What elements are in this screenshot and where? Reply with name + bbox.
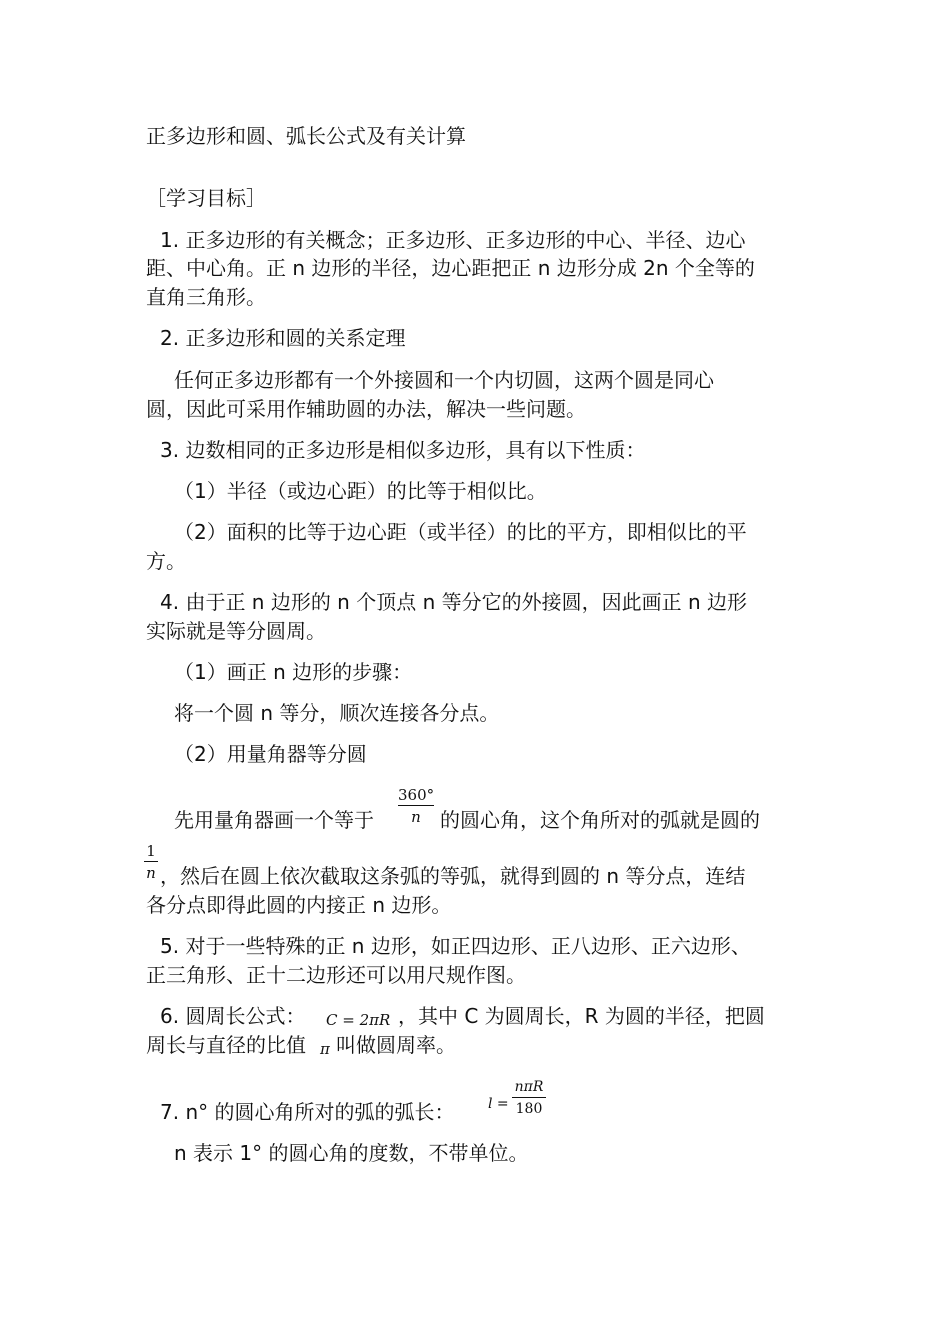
fraction-360-over-n (398, 786, 434, 826)
circumference-formula: C = 2πR (326, 1011, 391, 1029)
item-3-sub-1: （1）半径（或边心距）的比等于相似比。 (174, 479, 547, 503)
fraction-numerator: 360° (398, 786, 435, 804)
fraction-numerator: nπR (514, 1079, 544, 1095)
item-7-note: n 表示 1° 的圆心角的度数，不带单位。 (174, 1141, 529, 1165)
fraction-denominator: n (146, 864, 156, 882)
item-4-line-1: 4. 由于正 n 边形的 n 个顶点 n 等分它的外接圆，因此画正 n 边形 (160, 590, 748, 614)
item-1-line-3: 直角三角形。 (146, 285, 266, 309)
item-6-text-pre: 6. 圆周长公式： (160, 1004, 306, 1028)
item-7-heading: 7. n° 的圆心角所对的弧的弧长： (160, 1100, 455, 1124)
fraction-denominator: n (411, 808, 421, 826)
fraction-1-over-n (144, 842, 158, 882)
item-4-line-2: 实际就是等分圆周。 (146, 619, 326, 643)
item-4-sub-1: （1）画正 n 边形的步骤： (174, 660, 413, 684)
item-2-line-2: 圆，因此可采用作辅助圆的办法，解决一些问题。 (146, 397, 586, 421)
section-heading: ［学习目标］ (146, 186, 266, 210)
item-4-sub-2-text-pre: 先用量角器画一个等于 (174, 808, 374, 832)
document-title: 正多边形和圆、弧长公式及有关计算 (146, 124, 466, 148)
item-6-line-2-pre: 周长与直径的比值 (146, 1033, 306, 1057)
item-2-line-1: 任何正多边形都有一个外接圆和一个内切圆，这两个圆是同心 (174, 368, 714, 392)
item-2-heading: 2. 正多边形和圆的关系定理 (160, 326, 406, 350)
pi-symbol: π (320, 1040, 330, 1058)
item-5-line-2: 正三角形、正十二边形还可以用尺规作图。 (146, 963, 526, 987)
item-5-line-1: 5. 对于一些特殊的正 n 边形，如正四边形、正八边形、正六边形、 (160, 934, 751, 958)
item-1-line-1: 1. 正多边形的有关概念；正多边形、正多边形的中心、半径、边心 (160, 228, 746, 252)
item-4-sub-2-text-post: 的圆心角，这个角所对的弧就是圆的 (440, 808, 760, 832)
item-3-sub-2-line-1: （2）面积的比等于边心距（或半径）的比的平方，即相似比的平 (174, 520, 747, 544)
fraction-denominator: 180 (515, 1101, 543, 1117)
item-4-sub-1-text: 将一个圆 n 等分，顺次连接各分点。 (174, 701, 500, 725)
item-4-sub-2-line-2: ，然后在圆上依次截取这条弧的等弧，就得到圆的 n 等分点，连结 (160, 864, 746, 888)
item-3-sub-2-line-2: 方。 (146, 549, 186, 573)
item-4-sub-2: （2）用量角器等分圆 (174, 742, 367, 766)
arc-length-lhs: l = (488, 1096, 509, 1112)
item-3-heading: 3. 边数相同的正多边形是相似多边形，具有以下性质： (160, 438, 646, 462)
item-6-line-2-post: 叫做圆周率。 (336, 1033, 456, 1057)
item-4-sub-2-line-3: 各分点即得此圆的内接正 n 边形。 (146, 893, 452, 917)
fraction-bar (512, 1097, 546, 1098)
arc-length-fraction (512, 1078, 546, 1118)
fraction-numerator: 1 (146, 842, 156, 860)
fraction-bar (144, 861, 158, 862)
item-1-line-2: 距、中心角。正 n 边形的半径，边心距把正 n 边形分成 2n 个全等的 (146, 256, 755, 280)
fraction-bar (398, 805, 434, 806)
item-6-text-post: ，其中 C 为圆周长，R 为圆的半径，把圆 (398, 1004, 765, 1028)
